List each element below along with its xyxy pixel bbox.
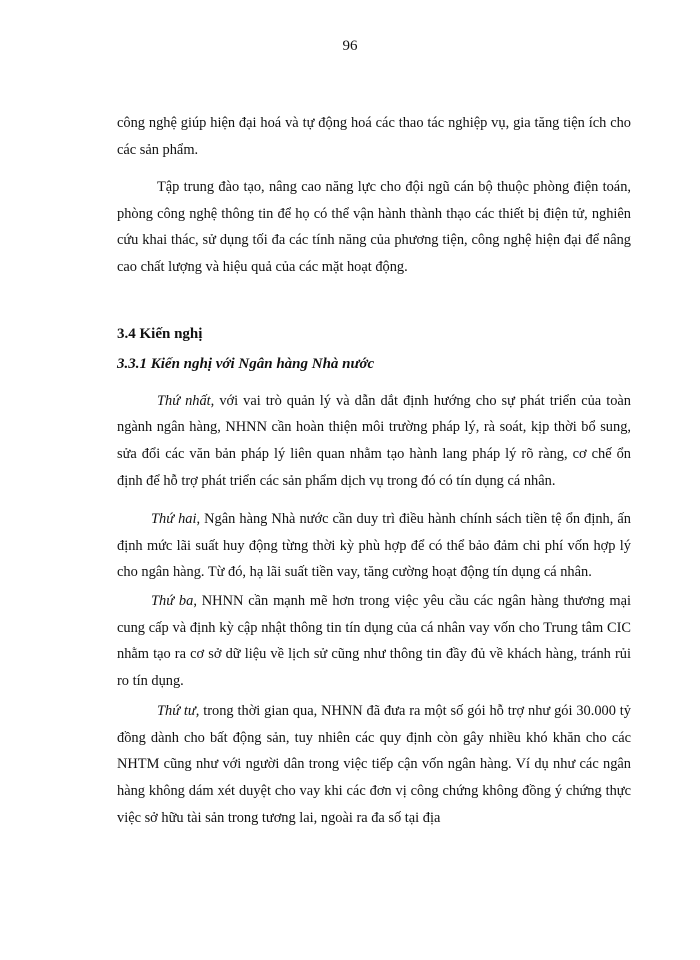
subsection-heading: 3.3.1 Kiến nghị với Ngân hàng Nhà nước: [117, 356, 375, 373]
paragraph-third: [117, 588, 631, 694]
paragraph-third-lead: Thứ ba: [151, 592, 194, 609]
page-body: [117, 110, 631, 831]
paragraph-fourth: [117, 698, 631, 831]
paragraph-second-lead: Thứ hai: [151, 511, 197, 528]
paragraph-third-text: , NHNN cần mạnh mẽ hơn trong việc yêu cầu các ngân hàng thương mại cung cấp và định kỳ cập nhật thông tin tín dụng của cá nhân vay vốn cho Trung tâm CIC nhằm tạo ra cơ sở dữ liệu về lịch sử cũng như thông tin đầy đủ về khách hàng, tránh rủi ro tín dụng.: [117, 592, 631, 689]
paragraph-fourth-lead: Thứ tư,: [157, 703, 200, 720]
paragraph-second: [117, 506, 631, 586]
paragraph-fourth-text: trong thời gian qua, NHNN đã đưa ra một số gói hỗ trợ như gói 30.000 tỷ đồng dành cho bất động sản, tuy nhiên các quy định còn gây nhiều khó khăn cho các NHTM cũng như với người dân trong việc tiếp cận vốn ngân hàng. Ví dụ như các ngân hàng không dám xét duyệt cho vay khi các đơn vị công chứng không đồng ý chứng thực việc sở hữu tài sản trong tương lai, ngoài ra đa số tại địa: [117, 703, 631, 826]
section-heading: 3.4 Kiến nghị: [117, 325, 203, 342]
page-number: 96: [342, 38, 358, 54]
paragraph-second-text: , Ngân hàng Nhà nước cần duy trì điều hành chính sách tiền tệ ổn định, ấn định mức lãi suất huy động từng thời kỳ phù hợp để có thể bảo đảm chi phí vốn hợp lý cho ngân hàng. Từ đó, hạ lãi suất tiền vay, tăng cường hoạt động tín dụng cá nhân.: [117, 511, 631, 581]
paragraph-first-lead: Thứ nhất,: [157, 392, 215, 409]
paragraph-first: [117, 388, 631, 494]
paragraph-training: Tập trung đào tạo, nâng cao năng lực cho đội ngũ cán bộ thuộc phòng điện toán, phòng công nghệ thông tin để họ có thể vận hành thành thạo các thiết bị điện tử, nghiên cứu khai thác, sử dụng tối đa các tính năng của phương tiện, công nghệ hiện đại để nâng cao chất lượng và hiệu quả của các mặt hoạt động.: [117, 179, 631, 275]
paragraph-continuation: công nghệ giúp hiện đại hoá và tự động hoá các thao tác nghiệp vụ, gia tăng tiện ích cho các sản phẩm.: [117, 115, 631, 158]
paragraph-first-text: với vai trò quản lý và dẫn dắt định hướng cho sự phát triển của toàn ngành ngân hàng, NHNN cần hoàn thiện môi trường pháp lý, rà soát, kịp thời bổ sung, sửa đổi các văn bản pháp lý liên quan nhằm tạo hành lang pháp lý rõ ràng, cơ chế ổn định để hỗ trợ phát triển các sản phẩm dịch vụ trong đó có tín dụng cá nhân.: [117, 392, 632, 489]
